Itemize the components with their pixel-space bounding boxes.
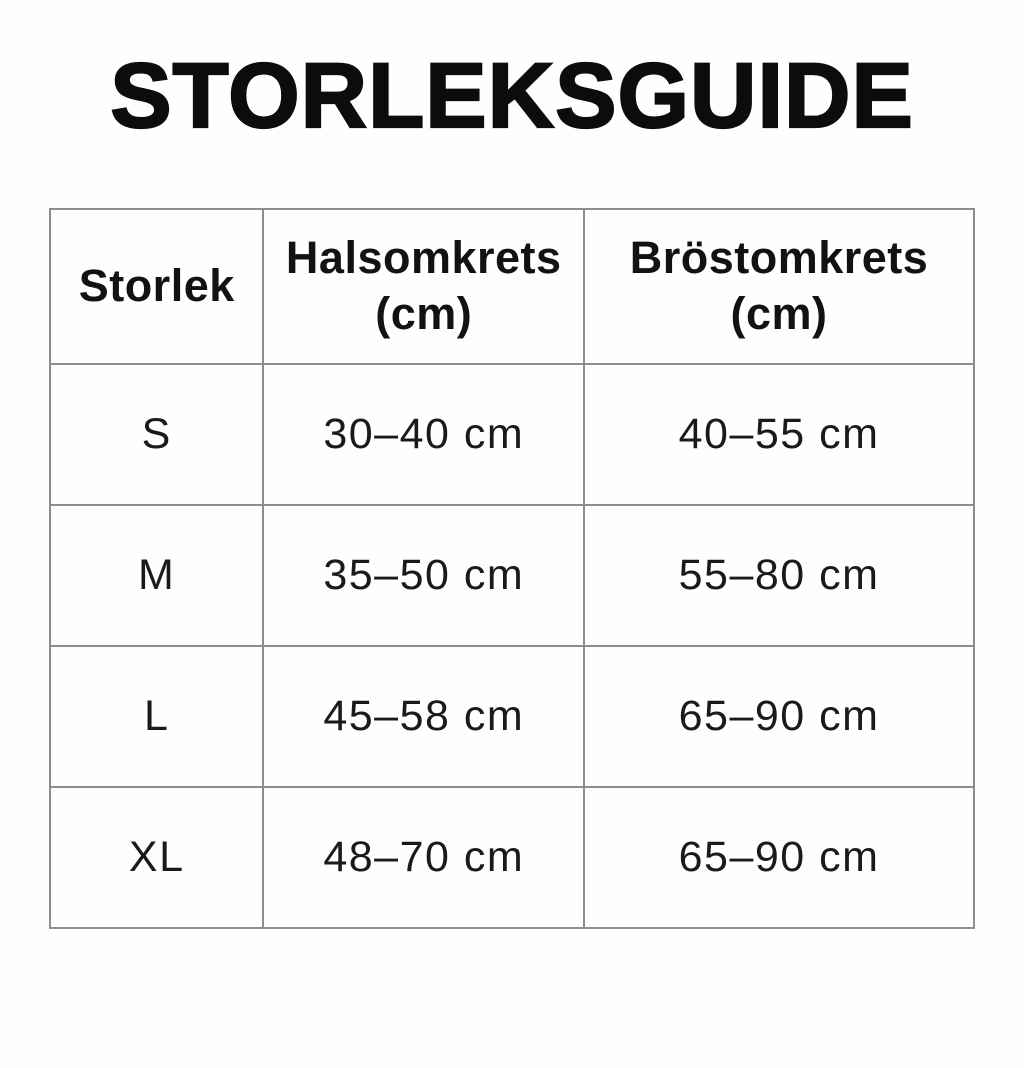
chest-range-cell: 40–55 cm (584, 364, 974, 505)
neck-range-cell: 45–58 cm (263, 646, 584, 787)
size-cell: XL (50, 787, 263, 928)
neck-range-cell: 30–40 cm (263, 364, 584, 505)
chest-range-cell: 55–80 cm (584, 505, 974, 646)
chest-range-cell: 65–90 cm (584, 646, 974, 787)
table-row-m (50, 505, 974, 646)
column-header-chest-label: Bröstomkrets (629, 232, 929, 284)
column-header-chest (584, 209, 974, 364)
column-header-neck (263, 209, 584, 364)
neck-range-cell: 48–70 cm (263, 787, 584, 928)
column-header-neck-label: Halsomkrets (285, 232, 562, 284)
size-guide-table (49, 208, 975, 929)
table-row-l (50, 646, 974, 787)
column-header-size-label: Storlek (78, 260, 235, 312)
size-cell: M (50, 505, 263, 646)
size-guide-image (0, 44, 1024, 1068)
table-header-row (50, 209, 974, 364)
neck-range-cell: 35–50 cm (263, 505, 584, 646)
chest-range-cell: 65–90 cm (584, 787, 974, 928)
column-header-chest-unit: (cm) (730, 288, 828, 340)
size-cell: S (50, 364, 263, 505)
column-header-neck-unit: (cm) (375, 288, 473, 340)
table-row-s (50, 364, 974, 505)
table-row-xl (50, 787, 974, 928)
column-header-size (50, 209, 263, 364)
size-cell: L (50, 646, 263, 787)
page-title: STORLEKSGUIDE (110, 45, 914, 147)
